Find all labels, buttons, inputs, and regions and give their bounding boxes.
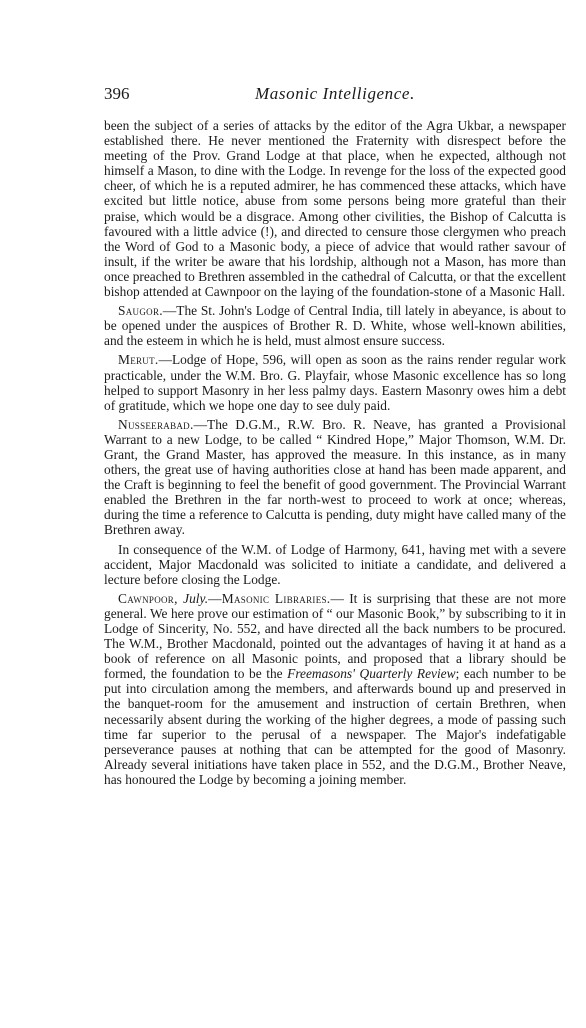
running-title: Masonic Intelligence. <box>255 84 415 103</box>
paragraph-text: In consequence of the W.M. of Lodge of Harmony, 641, having met with a severe accident, Major Macdonald was solicited to initiate a candidate, and delivered a lecture before closing the Lodge. <box>104 541 566 587</box>
publication-title: Freemasons' Quarterly Review <box>287 666 456 682</box>
date-july: July. <box>183 590 209 606</box>
paragraph-merut <box>104 352 566 412</box>
paragraph-agra-ukbar <box>104 118 566 299</box>
place-heading-nusseerabad: Nusseerabad. <box>118 416 194 432</box>
paragraph-text: —The St. John's Lodge of Central India, till lately in abeyance, is about to be opened under the auspices of Brother R. D. White, whose well-known abilities, and the esteem in which he is held, must almost ensure success. <box>104 303 566 349</box>
section-heading-libraries: —Masonic Libraries. <box>208 590 331 606</box>
paragraph-text: —The D.G.M., R.W. Bro. R. Neave, has granted a Provisional Warrant to a new Lodge, to be called “ Kindred Hope,” Major Thomson, W.M. Dr. Grant, the Grand Master, has approved the measure. In this instance, as in many others, the great use of having authorities close at hand has been made apparent, and the Craft is beginning to feel the benefit of good government. The Provincial Warrant enabled the Brethren in the far north-west to proceed to work at once; whereas, during the time a reference to Calcutta is pending, duty might have called many of the Brethren away. <box>104 416 566 538</box>
paragraph-nusseerabad <box>104 417 566 538</box>
paragraph-cawnpoor <box>104 591 566 787</box>
paragraph-text: ; each number to be put into circulation among the members, and afterwards bound up and preserved in the banquet-room for the amusement and instruction of certain Brethren, when necessarily absent during the working of the higher degrees, a mode of passing such time far superior to the perusal of a newspaper. The Major's indefatigable perseverance pauses at nothing that can be attempted for the good of Masonry. Already several initiations have taken place in 552, and the D.G.M., Brother Neave, has honoured the Lodge by becoming a joining member. <box>104 666 566 787</box>
article-body <box>104 118 566 791</box>
paragraph-harmony <box>104 542 566 587</box>
paragraph-text: been the subject of a series of attacks by the editor of the Agra Ukbar, a newspaper established there. He never mentioned the Fraternity with disrespect before the meeting of the Prov. Grand Lodge at that place, when he expected, although not himself a Mason, to dine with the Lodge. In revenge for the loss of the expected good cheer, of which he is a reputed admirer, he has commenced these attacks, which have excited but little notice, abuse from some persons being more grateful than their praise, which would be a disgrace. Among other civilities, the Bishop of Calcutta is favoured with a little advice (!), and directed to censure those clergymen who preach the Word of God to a Masonic body, a piece of advice that would rather savour of insult, if the writer be aware that his lordship, although not a Mason, has more than once preached to Brethren assembled in the cathedral of Calcutta, or that the excellent bishop attended at Cawnpoor on the laying of the foundation-stone of a Masonic Hall. <box>104 118 566 300</box>
place-heading-saugor: Saugor. <box>118 303 163 319</box>
paragraph-saugor <box>104 303 566 348</box>
place-heading-cawnpoor: Cawnpoor, <box>118 590 178 606</box>
page-number: 396 <box>104 84 130 103</box>
place-heading-merut: Merut. <box>118 352 159 368</box>
paragraph-text: — It is surprising that these are not more general. We here prove our estimation of “ our Masonic Book,” by subscribing to it in Lodge of Sincerity, No. 552, and have directed all the back numbers to be procured. The W.M., Brother Macdonald, pointed out the advantages of having it at hand as a book of reference on all Masonic points, and proposed that a library should be formed, the foundation to be the <box>104 590 566 682</box>
page-header <box>104 84 566 104</box>
paragraph-text: —Lodge of Hope, 596, will open as soon as the rains render regular work practicable, under the W.M. Bro. G. Playfair, whose Masonic excellence has so long helped to support Masonry in her less palmy days. Eastern Masonry owes him a debt of gratitude, which we hope one day to see duly paid. <box>104 352 566 413</box>
